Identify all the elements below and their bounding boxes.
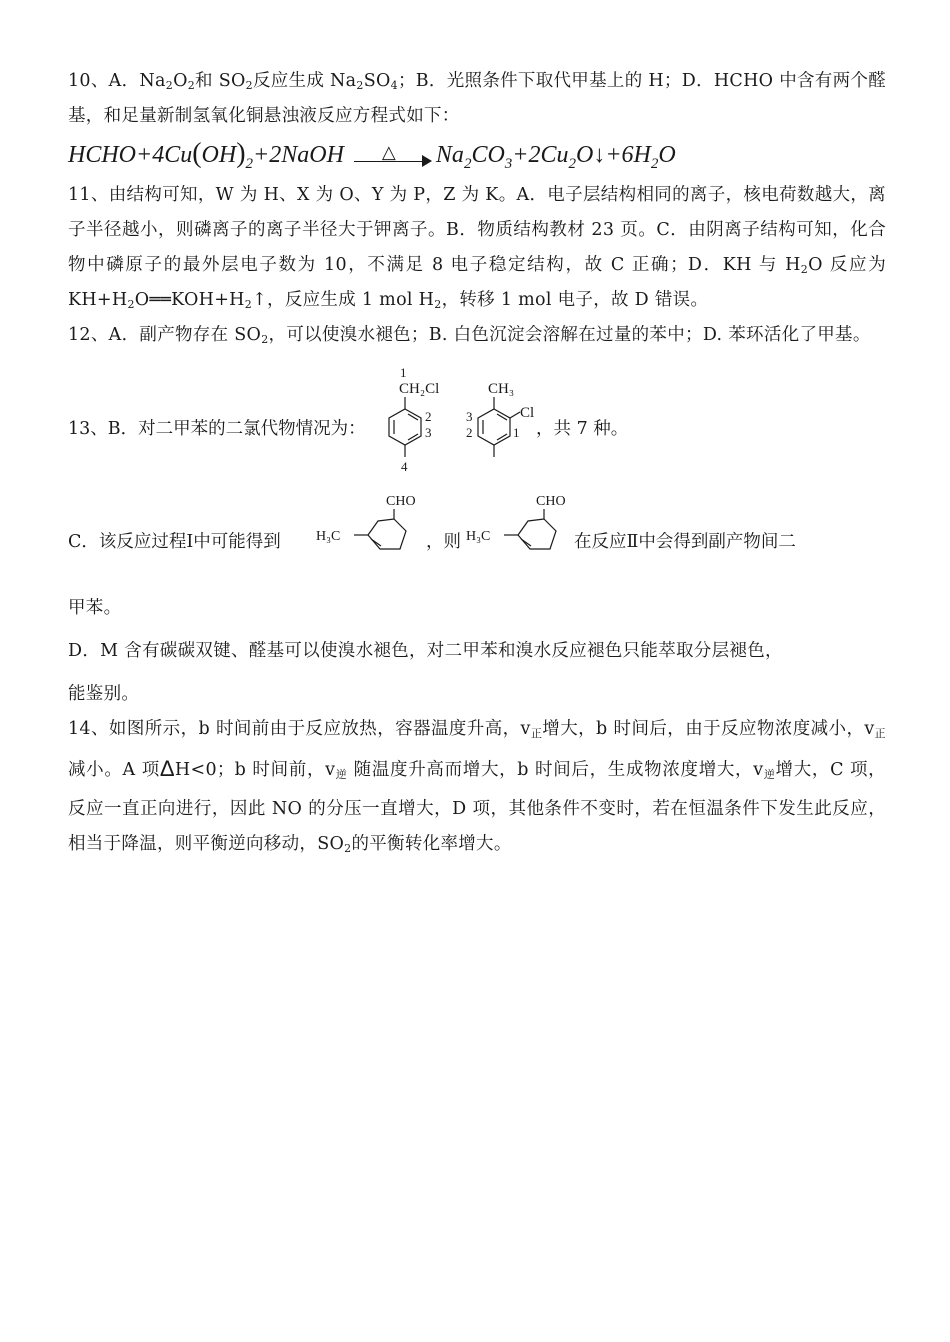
delta-symbol: Δ bbox=[159, 756, 175, 781]
svg-text:CH₂Cl: CH₂Cl bbox=[399, 381, 440, 397]
svg-text:2: 2 bbox=[425, 409, 432, 424]
heating-symbol: △ bbox=[381, 142, 396, 163]
answer-12: 12、A．副产物存在 $SO_2$，可以使溴水褪色；B. 白色沉淀会溶解在过量的苯中；D. 苯环活化了甲基。 bbox=[68, 325, 871, 346]
answer-13-option-d-cont: 能鉴别。 bbox=[68, 684, 140, 704]
answer-10: 10、A．$Na_2O_2$和 $SO_2$反应生成 $Na_2SO_4$；B．光照条件下取代甲基上的 H；D．HCHO 中含有两个醛基，和足量新制氢氧化铜悬浊液反应方程式如下： bbox=[68, 71, 886, 126]
svg-text:CH₃: CH₃ bbox=[488, 381, 515, 397]
svg-text:H₃C: H₃C bbox=[466, 529, 491, 544]
svg-text:2: 2 bbox=[466, 425, 473, 440]
answer-page bbox=[68, 64, 886, 862]
reaction-arrow bbox=[354, 141, 430, 171]
svg-text:4: 4 bbox=[401, 459, 408, 474]
answer-13-option-c: C．该反应过程Ⅰ中可能得到 CHO H₃C ，则 CHO H₃C 在反应Ⅱ中会得到副产物间二 bbox=[68, 513, 886, 583]
cyclohexene-aldehyde-2 bbox=[466, 491, 566, 571]
svg-text:CHO: CHO bbox=[536, 494, 566, 509]
answer-13-option-d: D．M 含有碳碳双键、醛基可以使溴水褪色，对二甲苯和溴水反应褪色只能萃取分层褪色， bbox=[68, 641, 783, 661]
svg-text:Cl: Cl bbox=[520, 405, 535, 421]
svg-text:1: 1 bbox=[400, 365, 407, 380]
svg-text:1: 1 bbox=[513, 425, 520, 440]
answer-13-option-c-cont: 甲苯。 bbox=[68, 598, 122, 618]
reaction-equation: $HCHO+4Cu(OH)_2+2NaOH$ △ $Na_2CO_3+2Cu_2O↓+6H_2O$ bbox=[68, 134, 886, 178]
svg-text:H₃C: H₃C bbox=[316, 529, 341, 544]
answer-13-structures: 13、B．对二甲苯的二氯代物情况为： 1 CH₂Cl 2 3 4 CH₃ Cl 3 2 1 ，共 7 种。 bbox=[68, 369, 886, 487]
svg-text:CHO: CHO bbox=[386, 494, 416, 509]
answer-14: 14、如图所示，b 时间前由于反应放热，容器温度升高，v正增大，b 时间后，由于反应物浓度减小，v正减小。A 项ΔH<0；b 时间前，v逆 随温度升高而增大，b 时间后，生成物浓度增大，v逆增大，C 项，反应一直正向进行，因此 NO 的分压一直增大，D 项，其他条件不变时，若在恒温条件下发生此反应，相当于降温，则平衡逆向移动，$SO_2$的平衡转化率增大。 bbox=[68, 719, 886, 855]
answer-11: 11、由结构可知，W 为 H、X 为 O、Y 为 P，Z 为 K。A．电子层结构相同的离子，核电荷数越大，离子半径越小，则磷离子的离子半径大于钾离子。B．物质结构教材 23 页。C．由阴离子结构可知，化合物中磷原子的最外层电子数为 10，不满足 8 电子稳定结构，故 C 正确；D．KH 与 $H_2O$ 反应为 $KH+H_2O══KOH+H_2↑$，反应生成 1 mol $H_2$，转移 1 mol 电子，故 D 错误。 bbox=[68, 185, 886, 311]
cyclohexene-aldehyde-1 bbox=[316, 491, 416, 571]
svg-text:3: 3 bbox=[466, 409, 473, 424]
svg-text:3: 3 bbox=[425, 425, 432, 440]
